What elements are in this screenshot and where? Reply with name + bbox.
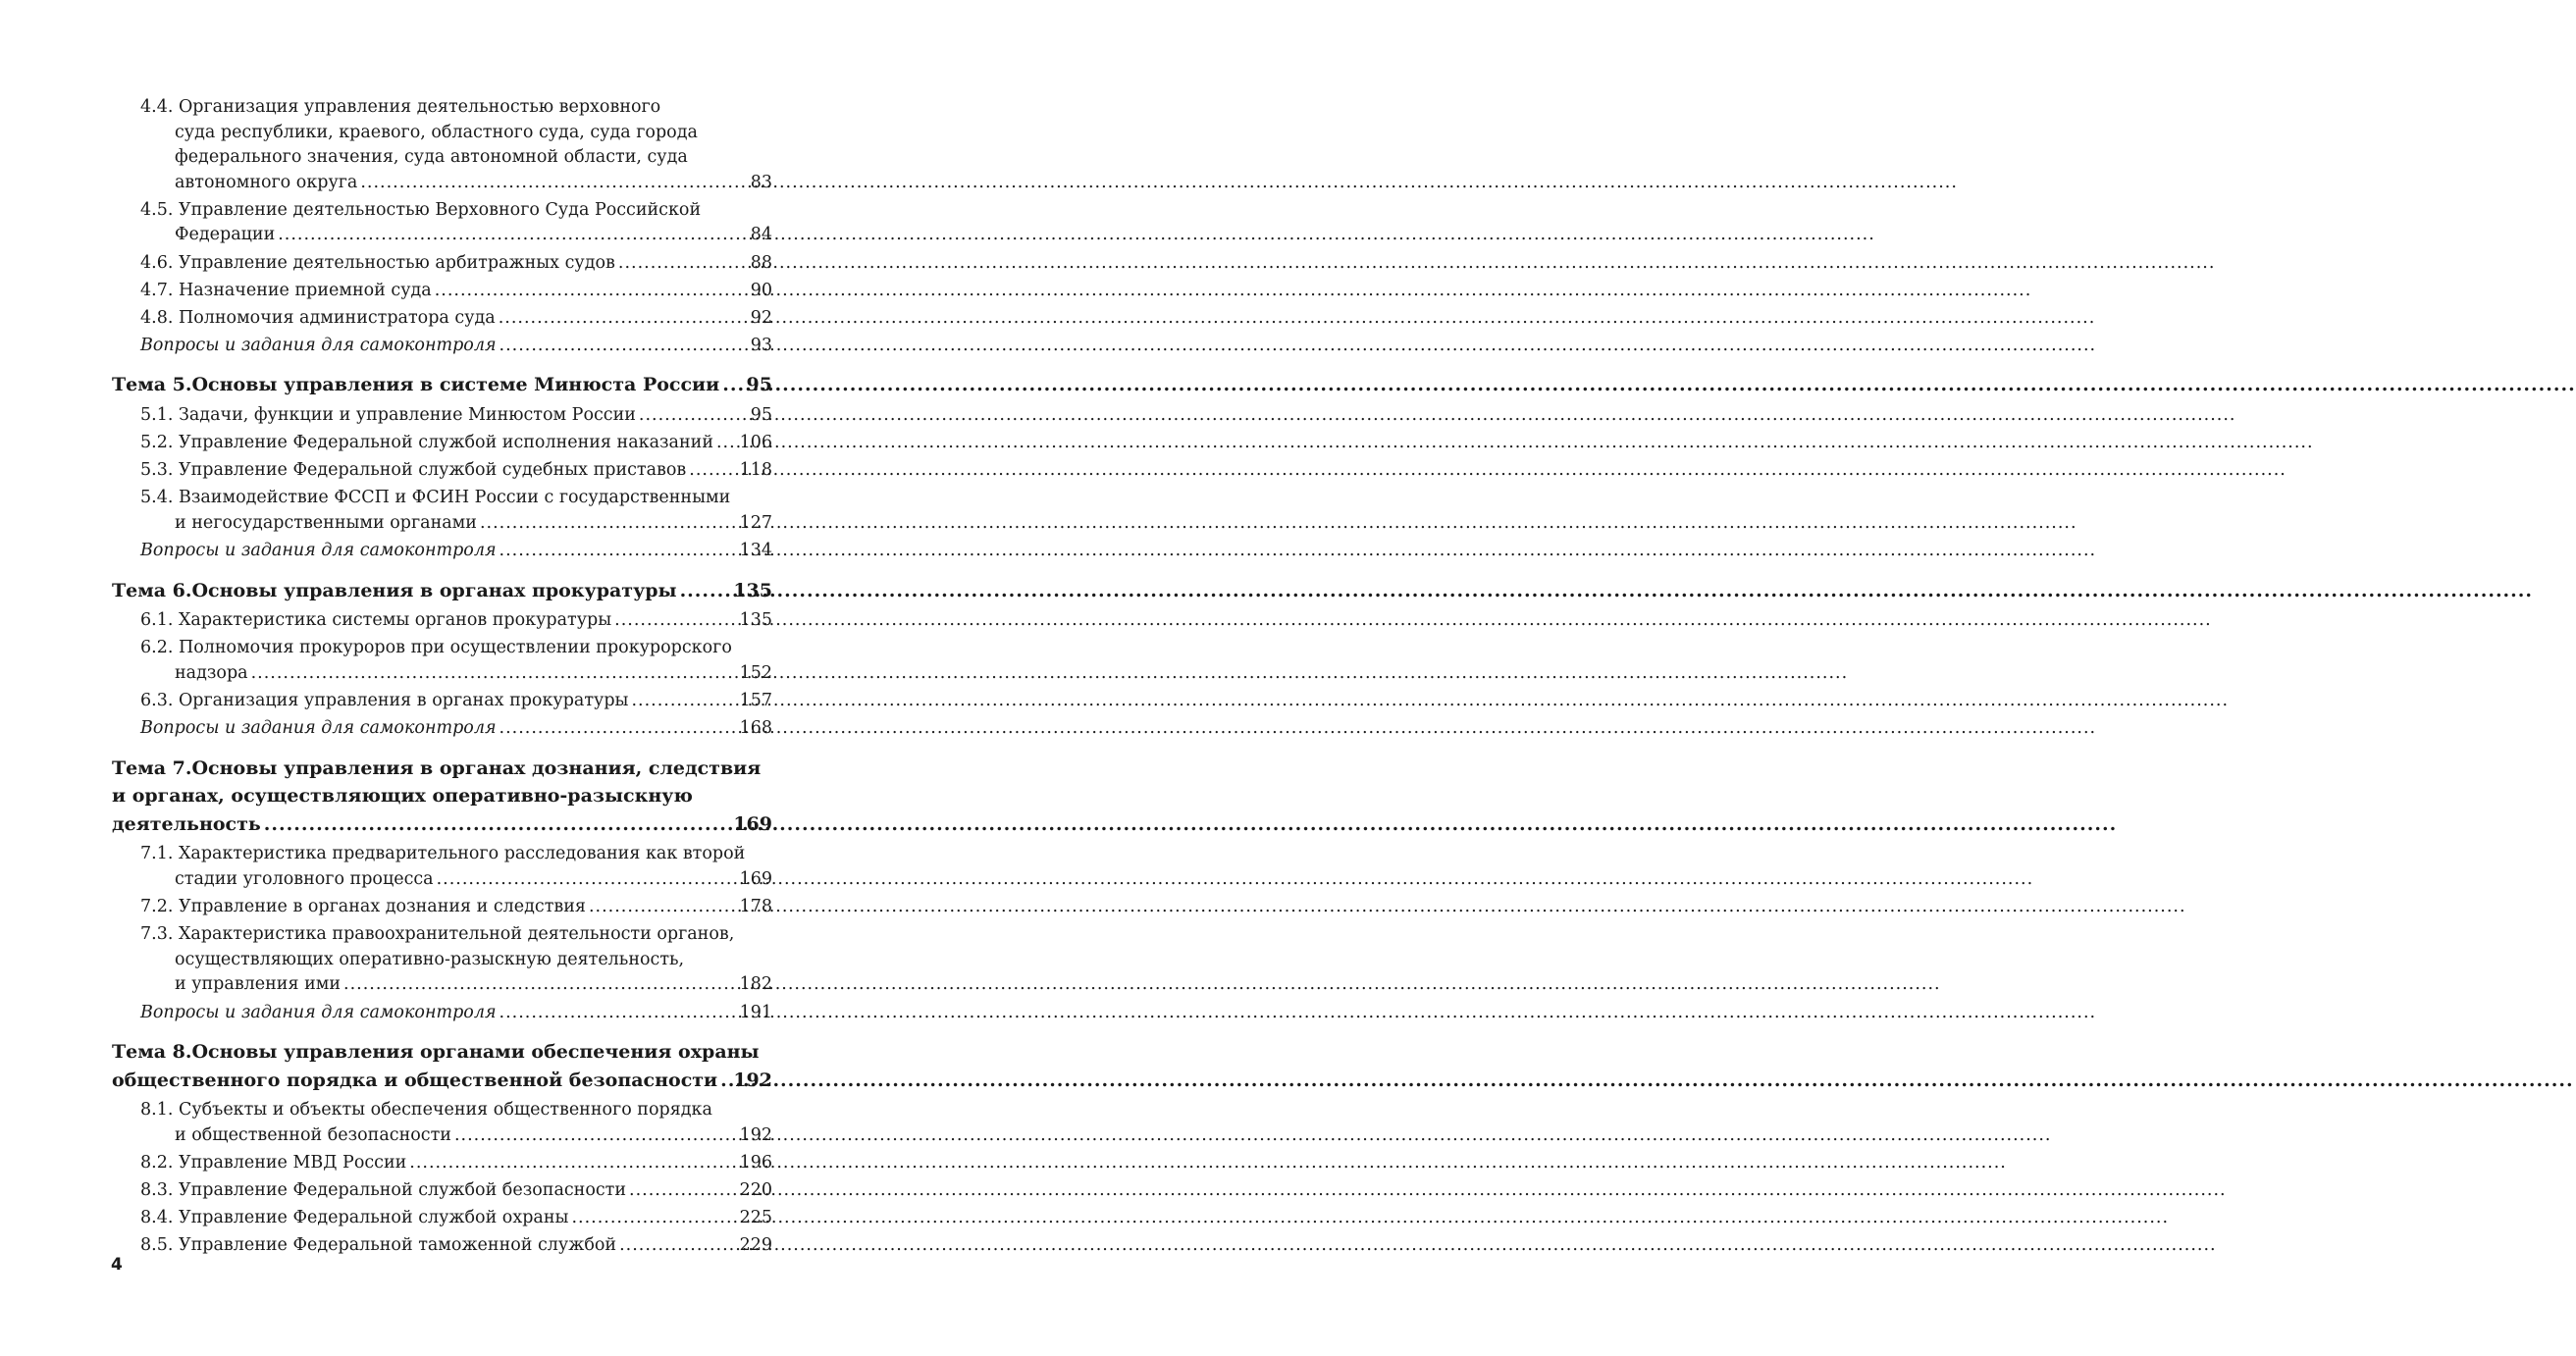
dot-leader	[435, 279, 748, 304]
toc-section	[112, 403, 772, 429]
toc-line-text: Федерации	[175, 225, 276, 245]
toc-line	[112, 334, 772, 359]
toc-line-text: 5.2. Управление Федеральной службой исполнения наказаний	[140, 433, 713, 453]
toc-page-number: 90	[750, 280, 772, 300]
toc-line-text: 8.3. Управление Федеральной службой безопасности	[140, 1180, 627, 1201]
dot-leader	[589, 895, 737, 920]
toc-section	[112, 251, 772, 277]
toc-line	[112, 306, 772, 332]
toc-line	[112, 431, 772, 456]
toc-line-text: 8.2. Управление МВД России	[140, 1152, 407, 1173]
toc-section	[112, 95, 772, 195]
dot-leader	[499, 716, 737, 742]
toc-line-text: федерального значения, суда автономной области, суда	[175, 147, 688, 168]
toc-line	[112, 716, 772, 742]
dot-leader	[639, 403, 748, 429]
toc-page-number: 225	[739, 1208, 772, 1228]
toc-line	[112, 895, 772, 920]
toc-questions	[112, 1001, 772, 1026]
toc-line	[112, 577, 772, 605]
toc-section	[112, 842, 772, 892]
page-number: 4	[111, 1255, 123, 1275]
toc-line	[112, 972, 772, 998]
toc-line-text: Тема 6.Основы управления в органах прокуратуры	[112, 579, 677, 601]
dot-leader	[437, 867, 737, 893]
toc-line-text: Вопросы и задания для самоконтроля	[140, 1002, 497, 1022]
toc-questions	[112, 334, 772, 359]
dot-leader	[499, 1001, 737, 1026]
dot-leader	[689, 458, 736, 484]
toc-topic	[112, 1038, 772, 1094]
toc-line	[112, 948, 772, 973]
toc-section	[112, 1233, 772, 1259]
toc-line	[112, 782, 772, 810]
toc-line-text: 5.3. Управление Федеральной службой судебных приставов	[140, 460, 687, 481]
toc-line-text: Тема 8.Основы управления органами обеспечения охраны	[112, 1041, 760, 1064]
dot-leader	[499, 334, 748, 359]
toc-page-number: 92	[750, 307, 772, 328]
toc-line	[112, 121, 772, 146]
toc-section	[112, 486, 772, 536]
toc-page-number: 88	[750, 252, 772, 273]
toc-section	[112, 689, 772, 714]
toc-page-number: 127	[739, 512, 772, 533]
dot-leader	[480, 511, 737, 537]
toc-page-number: 196	[739, 1152, 772, 1173]
toc-line-text: осуществляющих оперативно-разыскную деятельность,	[175, 949, 685, 969]
dot-leader	[454, 1123, 737, 1149]
toc-line-text: и органах, осуществляющих оперативно-разыскную	[112, 785, 693, 808]
toc-line-text: 7.2. Управление в органах дознания и следствия	[140, 897, 586, 917]
dot-leader	[571, 1206, 736, 1231]
toc-line	[112, 608, 772, 634]
toc-line-text: надзора	[175, 662, 248, 683]
toc-line-text: 4.6. Управление деятельностью арбитражных судов	[140, 252, 615, 273]
toc-page-number: 118	[739, 460, 772, 481]
toc-line	[112, 458, 772, 484]
toc-line-text: 7.3. Характеристика правоохранительной деятельности органов,	[140, 924, 735, 945]
toc-line-text: и управления ими	[175, 974, 342, 995]
toc-section	[112, 306, 772, 332]
toc-line-text: 4.5. Управление деятельностью Верховного Суда Российской	[140, 199, 702, 220]
toc-line-text: Вопросы и задания для самоконтроля	[140, 541, 497, 560]
toc-page-number: 168	[739, 718, 772, 739]
dot-leader	[631, 689, 736, 714]
toc-page-number: 192	[739, 1124, 772, 1145]
toc-page-number: 182	[739, 974, 772, 995]
toc-line-text: стадии уголовного процесса	[175, 869, 434, 890]
toc-line-text: Вопросы и задания для самоконтроля	[140, 718, 497, 739]
toc-line	[112, 539, 772, 564]
dot-leader	[716, 431, 737, 456]
toc-line	[112, 922, 772, 948]
dot-leader	[264, 810, 731, 839]
toc-line	[112, 867, 772, 893]
toc-line	[112, 755, 772, 783]
toc-topic	[112, 371, 772, 399]
toc-page-number: 93	[750, 335, 772, 355]
toc-line-text: деятельность	[112, 812, 261, 835]
toc-line-text: 4.7. Назначение приемной суда	[140, 280, 432, 300]
toc-line	[112, 1098, 772, 1123]
toc-line	[112, 1151, 772, 1176]
toc-line	[112, 689, 772, 714]
toc-topic	[112, 577, 772, 605]
dot-leader	[251, 661, 737, 687]
toc-line	[112, 1038, 772, 1067]
toc-page-number: 157	[739, 690, 772, 710]
toc-section	[112, 895, 772, 920]
dot-leader	[619, 1233, 737, 1259]
toc-line-text: 4.8. Полномочия администратора суда	[140, 307, 496, 328]
toc-section	[112, 1151, 772, 1176]
dot-leader	[499, 539, 737, 564]
toc-questions	[112, 539, 772, 564]
toc-line	[112, 511, 772, 537]
toc-topic	[112, 755, 772, 839]
toc-line-text: и негосударственными органами	[175, 512, 477, 533]
toc-line-text: 4.4. Организация управления деятельностью верховного	[140, 97, 661, 117]
toc-line	[112, 810, 772, 839]
toc-line	[112, 198, 772, 224]
toc-line-text: Тема 5.Основы управления в системе Минюста России	[112, 374, 720, 396]
toc-page-number: 135	[739, 610, 772, 631]
toc-line-text: 6.2. Полномочия прокуроров при осуществлении прокурорского	[140, 638, 732, 658]
toc-section	[112, 431, 772, 456]
toc-page-number: 229	[739, 1235, 772, 1256]
toc-line-text: и общественной безопасности	[175, 1124, 451, 1145]
toc-line-text: 8.1. Субъекты и объекты обеспечения общественного порядка	[140, 1100, 712, 1121]
dot-leader	[499, 306, 748, 332]
toc-line	[112, 251, 772, 277]
toc-page-number: 220	[739, 1180, 772, 1201]
toc-line	[112, 145, 772, 171]
toc-page-number: 192	[733, 1069, 772, 1091]
toc-section	[112, 458, 772, 484]
toc-page-number: 178	[739, 897, 772, 917]
dot-leader	[278, 223, 747, 248]
toc-line	[112, 842, 772, 867]
toc-line	[112, 1123, 772, 1149]
toc-page-number: 135	[733, 579, 772, 601]
dot-leader	[629, 1178, 737, 1204]
dot-leader	[618, 251, 748, 277]
toc-line-text: 6.1. Характеристика системы органов прокуратуры	[140, 610, 612, 631]
toc-line	[112, 661, 772, 687]
toc-line	[112, 171, 772, 196]
dot-leader	[722, 371, 743, 399]
toc-line-text: 8.4. Управление Федеральной службой охраны	[140, 1208, 569, 1228]
toc-page-number: 95	[750, 405, 772, 426]
toc-line	[112, 636, 772, 661]
toc-section	[112, 608, 772, 634]
toc-page-number: 169	[733, 812, 772, 835]
toc-line	[112, 371, 772, 399]
toc-page-number: 95	[746, 374, 772, 396]
toc-line-text: общественного порядка и общественной безопасности	[112, 1069, 718, 1091]
toc-line	[112, 1178, 772, 1204]
toc-line-text: Тема 7.Основы управления в органах дознания, следствия	[112, 756, 762, 779]
toc-page-number: 134	[739, 541, 772, 560]
table-of-contents	[112, 95, 772, 1261]
dot-leader	[343, 972, 737, 998]
toc-line	[112, 486, 772, 511]
toc-page-number: 169	[739, 869, 772, 890]
dot-leader	[360, 171, 747, 196]
toc-line	[112, 1067, 772, 1095]
toc-section	[112, 922, 772, 998]
toc-section	[112, 1178, 772, 1204]
toc-line-text: 5.1. Задачи, функции и управление Минюстом России	[140, 405, 636, 426]
toc-line-text: 6.3. Организация управления в органах прокуратуры	[140, 690, 629, 710]
toc-line	[112, 1001, 772, 1026]
toc-line-text: 5.4. Взаимодействие ФССП и ФСИН России с государственными	[140, 488, 731, 508]
toc-line	[112, 1233, 772, 1259]
toc-line-text: 8.5. Управление Федеральной таможенной службой	[140, 1235, 617, 1256]
dot-leader	[680, 577, 731, 605]
toc-page-number: 83	[750, 172, 772, 192]
toc-line	[112, 95, 772, 121]
toc-section	[112, 1206, 772, 1231]
toc-line	[112, 403, 772, 429]
toc-line	[112, 279, 772, 304]
toc-section	[112, 636, 772, 686]
toc-section	[112, 279, 772, 304]
toc-page-number: 191	[739, 1002, 772, 1022]
toc-line-text: суда республики, краевого, областного суда, суда города	[175, 122, 698, 142]
toc-line-text: автономного округа	[175, 172, 358, 192]
toc-section	[112, 1098, 772, 1148]
toc-line-text: 7.1. Характеристика предварительного расследования как второй	[140, 844, 746, 864]
toc-line	[112, 223, 772, 248]
dot-leader	[720, 1067, 730, 1095]
toc-page-number: 152	[739, 662, 772, 683]
toc-page-number: 106	[739, 433, 772, 453]
dot-leader	[409, 1151, 736, 1176]
toc-page-number: 84	[750, 225, 772, 245]
toc-questions	[112, 716, 772, 742]
toc-line	[112, 1206, 772, 1231]
dot-leader	[614, 608, 736, 634]
toc-section	[112, 198, 772, 248]
toc-line-text: Вопросы и задания для самоконтроля	[140, 335, 497, 355]
